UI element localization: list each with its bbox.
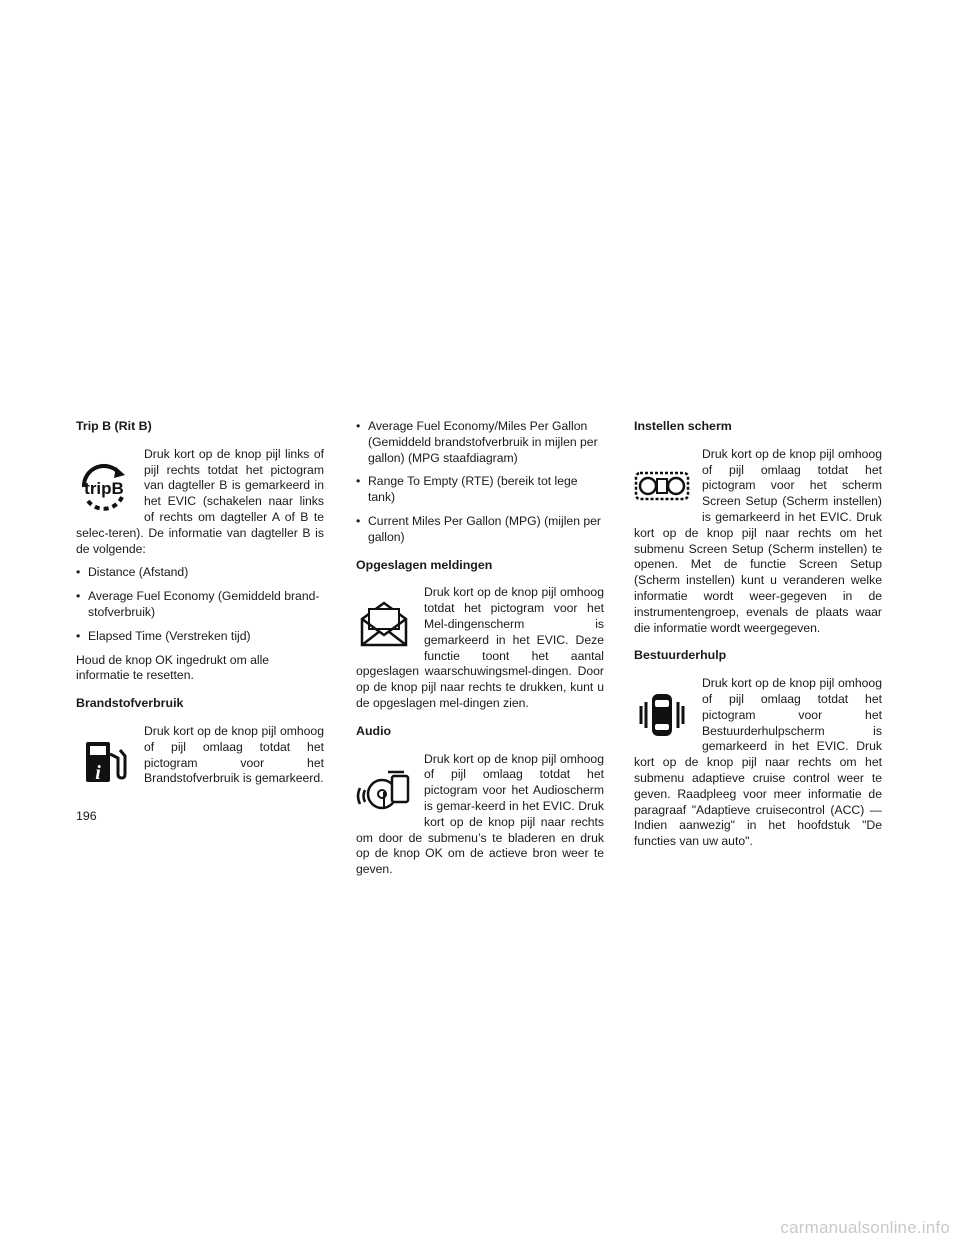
tripb-section (76, 447, 324, 558)
messages-section (356, 585, 604, 711)
column-middle (356, 419, 604, 878)
fuel-section (76, 724, 324, 794)
fuel-heading: Brandstofverbruik (76, 696, 184, 711)
fuel-pump-icon (76, 734, 132, 790)
list-item: • Current Miles Per Gallon (MPG) (mijlen per gallon) (356, 514, 604, 546)
tripb-description: Druk kort op de knop pijl links of pijl rechts totdat het pictogram van dagteller B is gemarkeerd in het EVIC (schakelen naar links of rechts om dagteller A of B te selec-teren). De informatie van dagteller B is de volgende: (76, 446, 324, 556)
car-sensor-icon (634, 686, 690, 742)
audio-section (356, 752, 604, 878)
fuel-icon-label: i (95, 761, 101, 784)
page-number: 196 (76, 809, 97, 823)
list-item: • Distance (Afstand) (76, 565, 324, 581)
list-item: • Elapsed Time (Verstreken tijd) (76, 629, 324, 645)
screen-section (634, 447, 882, 637)
cluster-screen-icon (634, 457, 690, 513)
list-item: • Average Fuel Economy (Gemiddeld brand-stofverbruik) (76, 589, 324, 621)
list-item: • Average Fuel Economy/Miles Per Gallon (Gemiddeld brandstofverbruik in mijlen per gallon) (MPG staafdiagram) (356, 419, 604, 466)
list-item: • Range To Empty (RTE) (bereik tot lege tank) (356, 474, 604, 506)
audio-icon (356, 762, 412, 818)
trip-b-icon-label: tripB (84, 478, 124, 498)
fuel-description: Druk kort op de knop pijl omhoog of pijl omlaag totdat het pictogram voor het Brandstofverbruik is gemarkeerd. (144, 723, 324, 786)
column-left (76, 419, 324, 794)
messages-description: Druk kort op de knop pijl omhoog totdat het pictogram voor het Mel-dingenscherm is gemarkeerd in het EVIC. Deze functie toont het aantal opgeslagen waarschuwingsmel-dingen. Door op de knop pijl naar rechts te drukken, kunt u de opgeslagen mel-dingen zien. (356, 585, 604, 710)
messages-heading: Opgeslagen meldingen (356, 557, 493, 572)
trip-b-icon (76, 457, 132, 513)
column-right (634, 419, 882, 850)
screen-description: Druk kort op de knop pijl omhoog of pijl omlaag totdat het pictogram voor het scherm Screen Setup (Scherm instellen) is gemarkeerd in het EVIC. Druk kort op de knop pijl naar rechts om het submenu Screen Setup (Scherm instellen) te openen. Met de functie Screen Setup (Scherm instellen) kunt u veranderen welke informatie wordt weer-gegeven in de instrumentengroep, evenals de plaats waar die informatie wordt weergegeven. (634, 446, 882, 635)
envelope-icon (356, 595, 412, 651)
fuel-bullet-list (356, 419, 604, 546)
audio-description: Druk kort op de knop pijl omhoog of pijl omlaag totdat het pictogram voor het Audioscherm is gemar-keerd in het EVIC. Druk kort op de knop pijl naar rechts om door de submenu’s te bladeren en druk op de knop OK om de actieve bron weer te geven. (356, 751, 604, 877)
audio-heading: Audio (356, 723, 392, 738)
tripb-bullet-list (76, 565, 324, 644)
tripb-heading: Trip B (Rit B) (76, 419, 152, 433)
watermark: carmanualsonline.info (780, 1218, 950, 1237)
assist-description: Druk kort op de knop pijl omhoog of pijl omlaag totdat het pictogram voor het Bestuurderhulpscherm is gemarkeerd in het EVIC. Druk kort op de knop pijl naar rechts om het submenu adaptieve cruise control weer te geven. Raadpleeg voor meer informatie de paragraaf "Adaptieve cruisecontrol (ACC) — Indien aanwezig" in het hoofdstuk "De functies van uw auto". (634, 676, 882, 849)
assist-section (634, 676, 882, 850)
assist-heading: Bestuurderhulp (634, 648, 727, 663)
screen-heading: Instellen scherm (634, 419, 732, 433)
reset-text: Houd de knop OK ingedrukt om alle informatie te resetten. (76, 652, 270, 683)
